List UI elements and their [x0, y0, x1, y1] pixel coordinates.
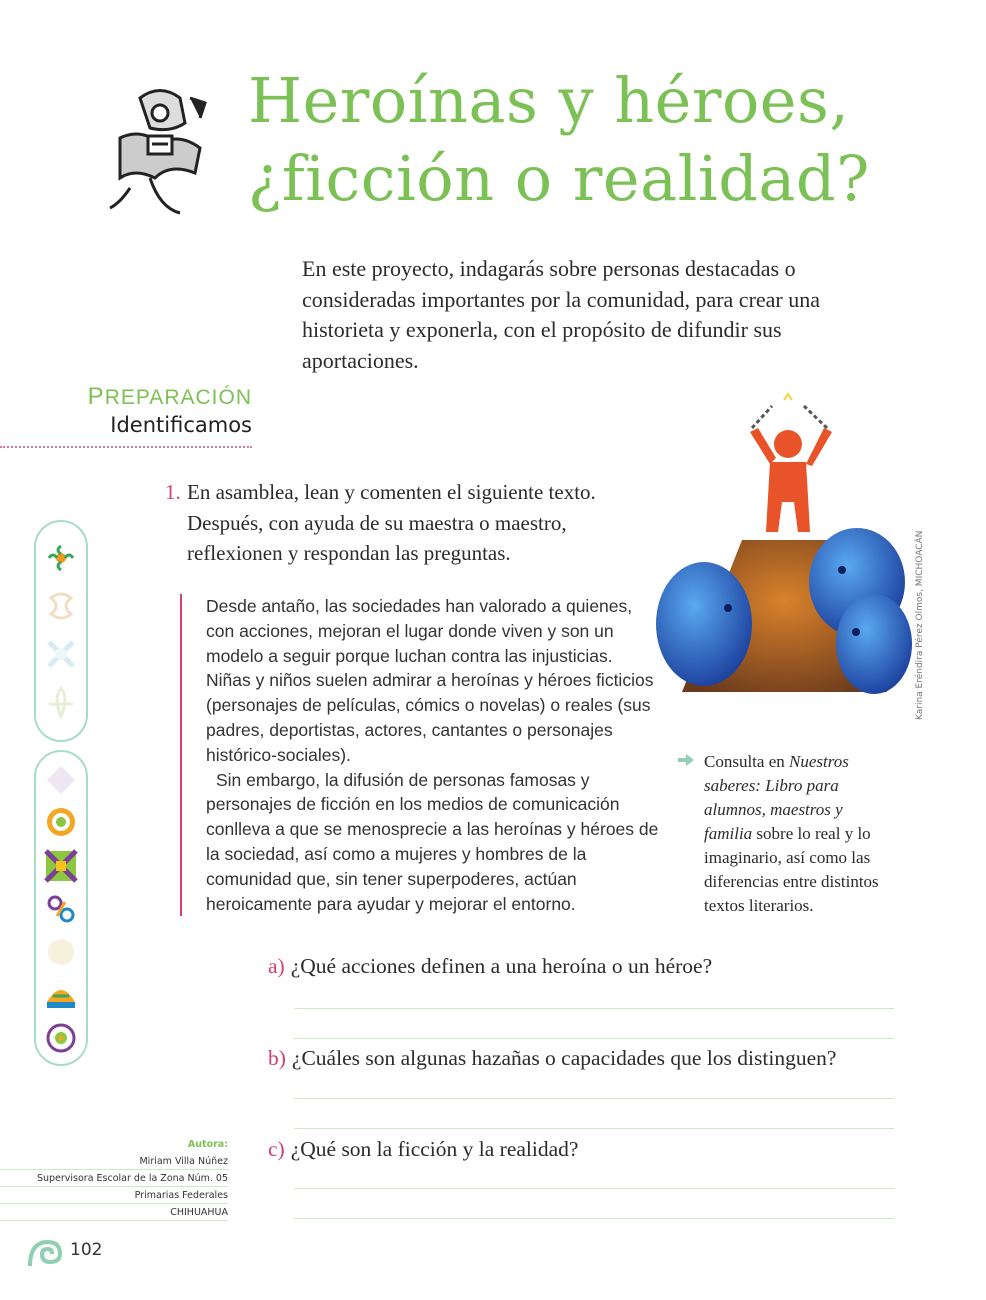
question-a: a) ¿Qué acciones definen a una heroína o un héroe?	[268, 954, 713, 978]
cross-knot-icon	[43, 636, 79, 672]
linked-rings-icon	[43, 890, 79, 926]
turtle-icon	[43, 978, 79, 1014]
step-label: Identificamos	[110, 413, 252, 437]
intro-text: En este proyecto, indagarás sobre personas destacadas o consideradas importantes por la comunidad, para crear una historieta y exponerla, con el propósito de difundir sus aportaciones.	[302, 256, 821, 373]
consult-text: Consulta en Nuestros saberes: Libro para alumnos, maestros y familia sobre lo real y lo imaginario, así como las diferencias entre distintos textos literarios.	[704, 752, 879, 915]
author-credit	[0, 1136, 228, 1221]
compass-flower-icon	[43, 540, 79, 576]
sidebar-group-1	[34, 520, 88, 742]
title-line-1: Heroínas y héroes,	[248, 64, 850, 137]
section-heading	[0, 383, 252, 437]
title-line-2: ¿ficción o realidad?	[248, 142, 870, 215]
target-spiral-icon	[43, 804, 79, 840]
question-c: c) ¿Qué son la ficción y la realidad?	[268, 1137, 579, 1161]
faded-circle-icon	[43, 934, 79, 970]
answer-line[interactable]	[294, 1128, 894, 1129]
hero-illustration	[652, 392, 914, 720]
spiral-knot-icon	[43, 588, 79, 624]
diamond-icon	[43, 762, 79, 798]
consult-note	[678, 750, 893, 918]
reading-paragraph-2: Sin embargo, la difusión de personas famosas y personajes de ficción en los medios de comunicación conlleva a que se menosprecie a las heroínas y héroes de la sociedad, así como a mujeres y hombres de la comunidad que, sin tener superpoderes, actúan heroicamente para ayudar y mejorar el entorno.	[206, 769, 659, 914]
illustration-credit: Karina Eréndira Pérez Olmos, MICHOACÁN	[915, 530, 925, 720]
stage-label: PREPARACIÓN	[87, 383, 252, 410]
circle-dot-icon	[43, 1020, 79, 1056]
sidebar-group-2	[34, 750, 88, 1066]
activity-text: En asamblea, lean y comenten el siguiente texto. Después, con ayuda de su maestra o maestro, reflexionen y respondan las preguntas.	[187, 480, 596, 565]
answer-line[interactable]	[294, 1188, 894, 1189]
activity-instruction	[165, 477, 645, 569]
author-name: Miriam Villa Núñez	[0, 1153, 228, 1170]
reading-paragraph-1: Desde antaño, las sociedades han valorado a quienes, con acciones, mejoran el lugar donde viven y son un modelo a seguir porque luchan contra las injusticias. Niñas y niños suelen admirar a heroínas y héroes ficticios (personajes de películas, cómics o novelas) o reales (sus padres, deportistas, actores, cantantes o personajes histórico-sociales).	[206, 596, 654, 765]
section-divider	[0, 446, 252, 448]
activity-number: 1.	[165, 480, 181, 504]
reading-passage	[180, 594, 660, 916]
question-b: b) ¿Cuáles son algunas hazañas o capacidades que los distinguen?	[268, 1046, 837, 1070]
answer-line[interactable]	[294, 1098, 894, 1099]
figure-icon	[43, 684, 79, 720]
author-label: Autora:	[187, 1139, 228, 1150]
author-role: Supervisora Escolar de la Zona Núm. 05	[0, 1170, 228, 1187]
answer-line[interactable]	[294, 1008, 894, 1009]
aztec-glyph-icon	[100, 78, 220, 218]
spiral-page-icon	[26, 1236, 64, 1268]
author-schools: Primarias Federales	[0, 1187, 228, 1204]
crossed-square-icon	[43, 848, 79, 884]
answer-line[interactable]	[294, 1038, 894, 1039]
answer-line[interactable]	[294, 1218, 894, 1219]
author-state: CHIHUAHUA	[0, 1204, 228, 1221]
arrow-right-icon	[678, 754, 694, 766]
page-title	[248, 62, 870, 218]
page-number: 102	[70, 1240, 103, 1260]
